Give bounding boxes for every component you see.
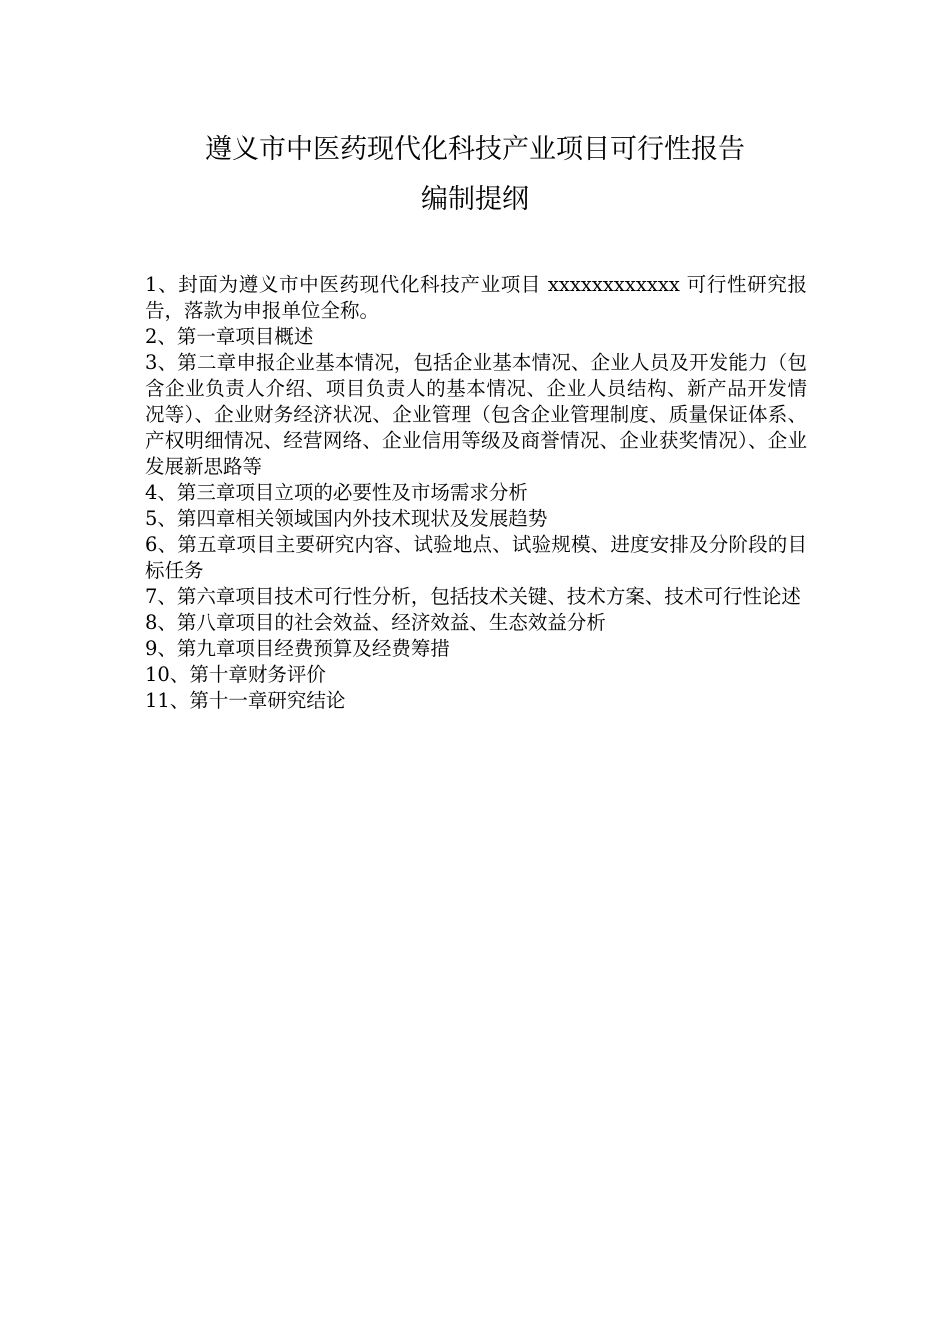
document-title: 遵义市中医药现代化科技产业项目可行性报告 (205, 134, 745, 165)
outline-item-10: 10、第十章财务评价 (145, 663, 326, 686)
outline-item-1: 1、封面为遵义市中医药现代化科技产业项目 xxxxxxxxxxxx 可行性研究报告，落款为申报单位全称。 (145, 273, 807, 322)
outline-item-3: 3、第二章申报企业基本情况，包括企业基本情况、企业人员及开发能力（包含企业负责人介绍、项目负责人的基本情况、企业人员结构、新产品开发情况等）、企业财务经济状况、企业管理（包含企业管理制度、质量保证体系、产权明细情况、经营网络、企业信用等级及商誉情况、企业获奖情况）、企业发展新思路等 (145, 351, 807, 478)
outline-item-5: 5、第四章相关领域国内外技术现状及发展趋势 (145, 507, 548, 530)
outline-item-7: 7、第六章项目技术可行性分析，包括技术关键、技术方案、技术可行性论述 (145, 585, 801, 608)
document-subtitle: 编制提纲 (421, 184, 529, 215)
outline-item-8: 8、第八章项目的社会效益、经济效益、生态效益分析 (145, 611, 606, 634)
outline-item-11: 11、第十一章研究结论 (145, 689, 346, 712)
outline-list (145, 272, 807, 714)
outline-item-6: 6、第五章项目主要研究内容、试验地点、试验规模、进度安排及分阶段的目标任务 (145, 533, 807, 582)
outline-item-9: 9、第九章项目经费预算及经费筹措 (145, 637, 450, 660)
outline-item-2: 2、第一章项目概述 (145, 325, 314, 348)
outline-item-4: 4、第三章项目立项的必要性及市场需求分析 (145, 481, 528, 504)
